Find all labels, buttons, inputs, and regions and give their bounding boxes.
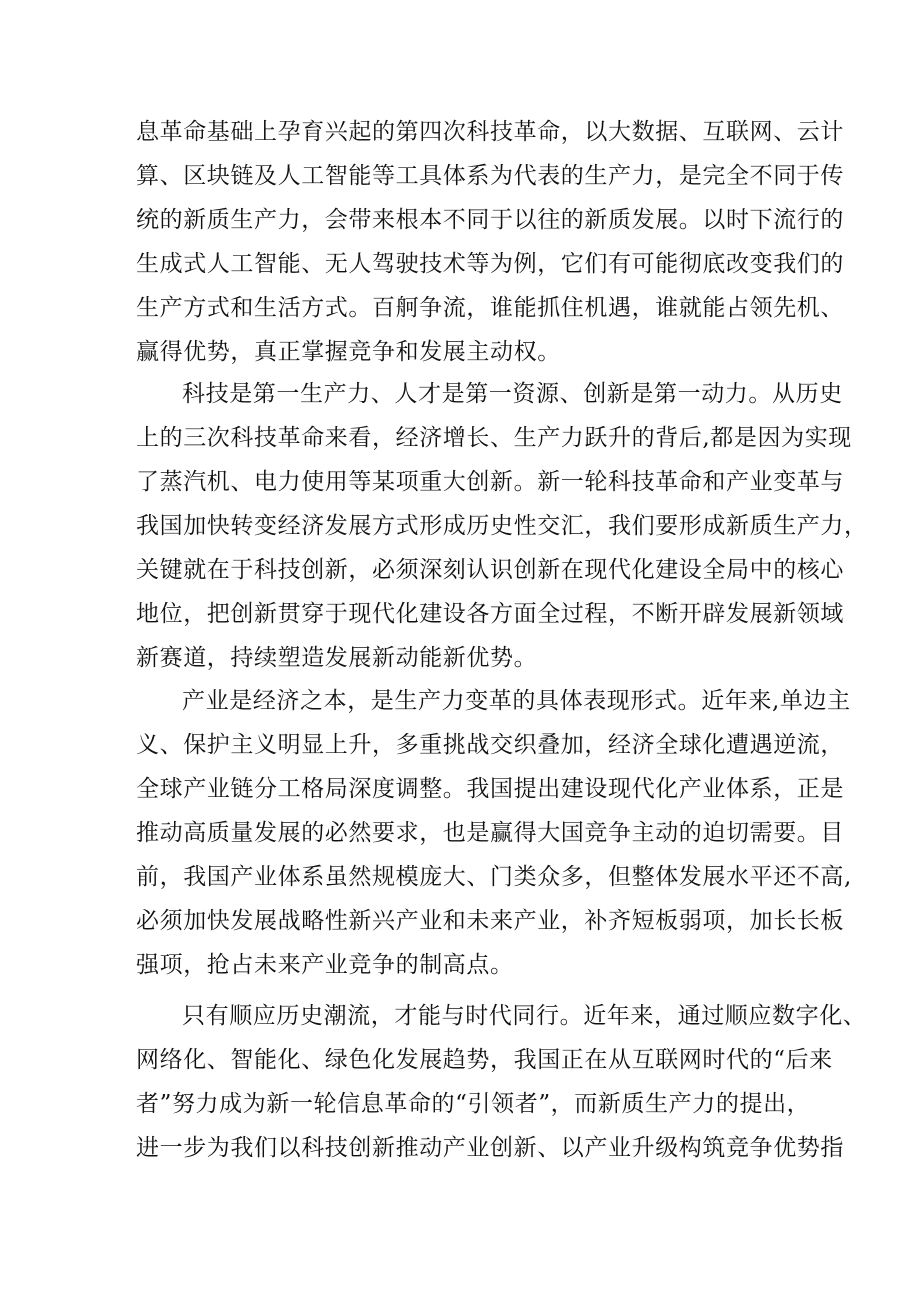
text-line: 强项，抢占未来产业竞争的制高点。 <box>136 952 514 978</box>
text-line: 网络化、智能化、绿色化发展趋势，我国正在从互联网时代的“后来 <box>136 1047 833 1073</box>
text-line: 我国加快转变经济发展方式形成历史性交汇，我们要形成新质生产力， <box>136 513 868 539</box>
text-line: 赢得优势，真正掌握竞争和发展主动权。 <box>136 339 561 365</box>
text-line: 进一步为我们以科技创新推动产业创新、以产业升级构筑竞争优势指 <box>136 1135 844 1161</box>
text-line: 生成式人工智能、无人驾驶技术等为例，它们有可能彻底改变我们的 <box>136 251 844 277</box>
text-line: 生产方式和生活方式。百舸争流，谁能抓住机遇，谁就能占领先机、 <box>136 295 844 321</box>
text-line: 关键就在于科技创新，必须深刻认识创新在现代化建设全局中的核心 <box>136 557 844 583</box>
text-line: 算、区块链及人工智能等工具体系为代表的生产力，是完全不同于传 <box>136 163 844 189</box>
text-line: 新赛道，持续塑造发展新动能新优势。 <box>136 645 538 671</box>
text-line: 前，我国产业体系虽然规模庞大、门类众多，但整体发展水平还不高, <box>136 864 852 890</box>
text-line: 息革命基础上孕育兴起的第四次科技革命，以大数据、互联网、云计 <box>136 119 844 145</box>
text-line: 者”努力成为新一轮信息革命的“引领者”，而新质生产力的提出， <box>136 1091 811 1117</box>
text-line: 统的新质生产力，会带来根本不同于以往的新质发展。以时下流行的 <box>136 207 844 233</box>
text-line: 了蒸汽机、电力使用等某项重大创新。新一轮科技革命和产业变革与 <box>136 469 844 495</box>
paragraph-first-line: 科技是第一生产力、人才是第一资源、创新是第一动力。从历史 <box>182 381 843 407</box>
paragraph-first-line: 产业是经济之本，是生产力变革的具体表现形式。近年来,单边主 <box>182 688 851 714</box>
text-line: 推动高质量发展的必然要求，也是赢得大国竞争主动的迫切需要。目 <box>136 820 844 846</box>
text-line: 必须加快发展战略性新兴产业和未来产业，补齐短板弱项，加长长板 <box>136 908 844 934</box>
text-line: 义、保护主义明显上升，多重挑战交织叠加，经济全球化遭遇逆流， <box>136 732 844 758</box>
text-line: 地位，把创新贯穿于现代化建设各方面全过程，不断开辟发展新领域 <box>136 601 844 627</box>
text-line: 上的三次科技革命来看，经济增长、生产力跃升的背后,都是因为实现 <box>136 425 852 451</box>
paragraph-first-line: 只有顺应历史潮流，才能与时代同行。近年来，通过顺应数字化、 <box>182 1003 867 1029</box>
text-line: 全球产业链分工格局深度调整。我国提出建设现代化产业体系，正是 <box>136 776 844 802</box>
